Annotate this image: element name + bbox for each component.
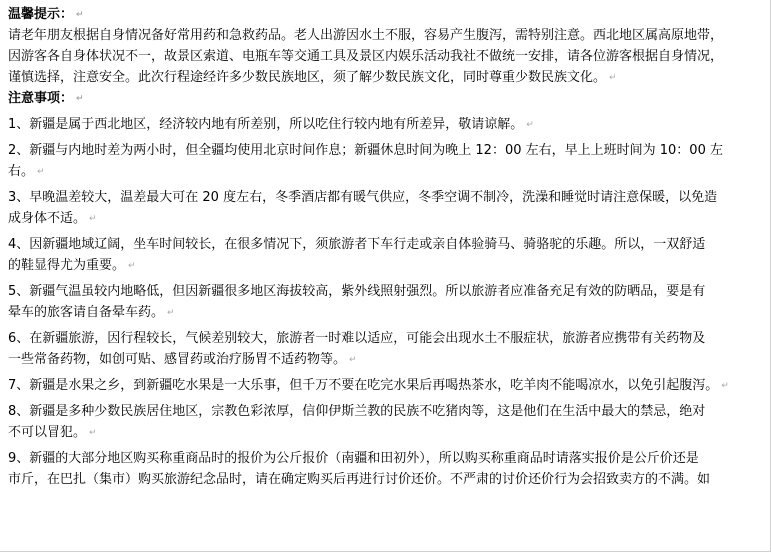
text-line [8, 401, 765, 422]
text-line [8, 67, 765, 88]
paragraph-mark-icon: ↵ [349, 355, 357, 365]
section-heading [8, 88, 765, 109]
paragraph-mark-icon: ↵ [89, 214, 97, 224]
line-text: 9、新疆的大部分地区购买称重商品时的报价为公斤报价（南疆和田初外），所以购买称重商品时请落实报价是公斤价还是 [8, 451, 699, 466]
line-text: 温馨提示： [8, 7, 74, 22]
text-line [8, 302, 765, 323]
text-line [8, 161, 765, 182]
line-text: 4、因新疆地域辽阔，坐车时间较长，在很多情况下，须旅游者下车行走或亲自体验骑马、骑骆驼的乐趣。所以，一双舒适 [8, 237, 706, 252]
text-line [8, 114, 765, 135]
paragraph-mark-icon: ↵ [128, 261, 136, 271]
line-text: 2、新疆与内地时差为两小时，但全疆均使用北京时间作息；新疆休息时间为晚上 12：00 左右，早上上班时间为 10：00 左 [8, 143, 723, 158]
line-text: 6、在新疆旅游，因行程较长，气候差别较大，旅游者一时难以适应，可能会出现水土不服症状，旅游者应携带有关药物及 [8, 331, 706, 346]
line-text: 5、新疆气温虽较内地略低，但因新疆很多地区海拔较高，紫外线照射强烈。所以旅游者应准备充足有效的防晒品，要是有 [8, 284, 706, 299]
paragraph-mark-icon: ↵ [37, 167, 45, 177]
text-line [8, 46, 765, 67]
line-text: 市斤，在巴扎（集市）购买旅游纪念品时，请在确定购买后再进行讨价还价。不严肃的讨价还价行为会招致卖方的不满。如 [8, 472, 711, 487]
line-text: 谨慎选择，注意安全。此次行程途经许多少数民族地区，须了解少数民族文化，同时尊重少数民族文化。 [8, 70, 607, 85]
line-text: 注意事项： [8, 91, 74, 106]
paragraph-mark-icon: ↵ [609, 73, 617, 83]
text-line [8, 255, 765, 276]
document-body [8, 4, 765, 490]
line-text: 1、新疆是属于西北地区，经济较内地有所差别，所以吃住行较内地有所差异，敬请谅解。 [8, 117, 524, 132]
line-text: 因游客各自身体状况不一，故景区索道、电瓶车等交通工具及景区内娱乐活动我社不做统一安排，请各位游客根据自身情况， [8, 49, 724, 64]
text-line [8, 422, 765, 443]
paragraph-mark-icon: ↵ [89, 428, 97, 438]
text-line [8, 25, 765, 46]
line-text: 晕车的旅客请自备晕车药。 [8, 305, 165, 320]
text-line [8, 281, 765, 302]
paragraph-mark-icon: ↵ [526, 120, 534, 130]
section-heading [8, 4, 765, 25]
line-text: 不可以冒犯。 [8, 425, 87, 440]
paragraph-mark-icon: ↵ [167, 308, 175, 318]
text-line [8, 234, 765, 255]
line-text: 3、早晚温差较大，温差最大可在 20 度左右，冬季酒店都有暖气供应，冬季空调不制冷，洗澡和睡觉时请注意保暖，以免造 [8, 190, 718, 205]
line-text: 8、新疆是多种少数民族居住地区，宗教色彩浓厚，信仰伊斯兰教的民族不吃猪肉等，这是他们在生活中最大的禁忌，绝对 [8, 404, 706, 419]
text-line [8, 469, 765, 490]
line-text: 成身体不适。 [8, 211, 87, 226]
text-line [8, 349, 765, 370]
paragraph-mark-icon: ↵ [76, 94, 84, 104]
line-text: 一些常备药物，如创可贴、感冒药或治疗肠胃不适药物等。 [8, 352, 347, 367]
text-line [8, 448, 765, 469]
paragraph-mark-icon: ↵ [721, 381, 729, 391]
text-line [8, 140, 765, 161]
line-text: 右。 [8, 164, 35, 179]
paragraph-mark-icon: ↵ [76, 10, 84, 20]
line-text: 7、新疆是水果之乡，到新疆吃水果是一大乐事，但千万不要在吃完水果后再喝热茶水，吃羊肉不能喝凉水，以免引起腹泻。 [8, 378, 719, 393]
text-line [8, 208, 765, 229]
text-line [8, 187, 765, 208]
text-line [8, 328, 765, 349]
line-text: 请老年朋友根据自身情况备好常用药和急救药品。老人出游因水土不服，容易产生腹泻，需特别注意。西北地区属高原地带， [8, 28, 724, 43]
line-text: 的鞋显得尤为重要。 [8, 258, 126, 273]
text-line [8, 375, 765, 396]
